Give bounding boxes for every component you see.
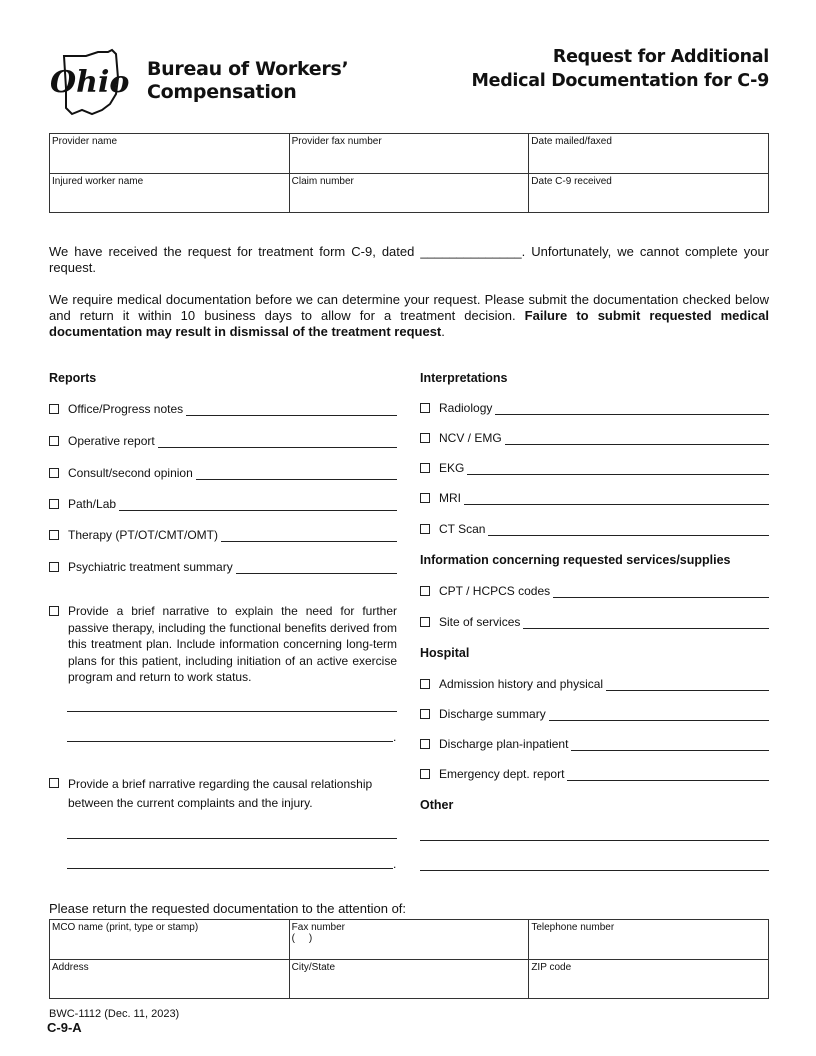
item-label: MRI (439, 491, 461, 505)
checkbox[interactable] (420, 403, 430, 413)
item-label: Operative report (68, 434, 155, 448)
narrative-2-text: Provide a brief narrative regarding the causal relationship between the current complaints and the injury. (68, 777, 373, 810)
city-state-field[interactable]: City/State (289, 959, 529, 999)
hospital-heading: Hospital (420, 646, 470, 660)
checkbox[interactable] (420, 617, 430, 627)
answer-line[interactable] (467, 464, 769, 475)
checklist-item-interp-0[interactable] (420, 400, 769, 415)
answer-line[interactable] (505, 434, 769, 445)
ohio-logo (46, 48, 134, 120)
fax-parens: ( ) (291, 933, 313, 944)
checklist-item-report-1[interactable] (49, 433, 397, 448)
answer-line[interactable] (571, 740, 769, 751)
item-label: Consult/second opinion (68, 466, 193, 480)
warning-text: Failure to submit requested medical documentation may result in dismissal of the treatment request (49, 308, 769, 339)
telephone-field[interactable]: Telephone number (529, 920, 769, 960)
answer-line[interactable] (67, 868, 393, 869)
checkbox[interactable] (49, 530, 59, 540)
answer-line[interactable] (567, 770, 769, 781)
checkbox[interactable] (420, 433, 430, 443)
period: . (393, 857, 397, 871)
answer-line[interactable] (221, 531, 397, 542)
item-label: CT Scan (439, 522, 486, 536)
fax-label: Fax number (291, 922, 346, 933)
item-label: Site of services (439, 615, 521, 629)
period: . (393, 730, 397, 744)
checklist-item-hospital-0[interactable] (420, 676, 769, 691)
item-label: Path/Lab (68, 497, 117, 511)
provider-info-table (49, 133, 769, 213)
answer-line[interactable] (67, 741, 393, 742)
other-heading: Other (420, 798, 454, 812)
checkbox[interactable] (420, 493, 430, 503)
checkbox[interactable] (420, 739, 430, 749)
narrative-1-text: Provide a brief narrative to explain the need for further passive therapy, including the functional benefits derived from this treatment plan. Include information concerning long-term plans for this patient, including initiation of an active exercise program and return to work status. (68, 604, 397, 684)
answer-line[interactable] (523, 618, 769, 629)
checkbox[interactable] (420, 463, 430, 473)
item-label: Radiology (439, 401, 493, 415)
checkbox[interactable] (420, 709, 430, 719)
form-id: BWC-1112 (Dec. 11, 2023) (49, 1008, 180, 1020)
item-label: NCV / EMG (439, 431, 502, 445)
fax-number-field[interactable] (289, 920, 529, 960)
checklist-item-report-5[interactable] (49, 559, 397, 574)
org-line2: Compensation (147, 81, 297, 103)
checklist-item-interp-4[interactable] (420, 521, 769, 536)
answer-line[interactable] (606, 680, 769, 691)
date-mailed-field[interactable]: Date mailed/faxed (529, 134, 769, 174)
return-table (49, 919, 769, 999)
org-line1: Bureau of Workers’ (147, 58, 349, 80)
return-label: Please return the requested documentation to the attention of: (49, 901, 407, 916)
provider-name-field[interactable]: Provider name (50, 134, 290, 174)
provider-fax-field[interactable]: Provider fax number (289, 134, 529, 174)
answer-line[interactable] (549, 710, 769, 721)
checklist-item-report-0[interactable] (49, 401, 397, 416)
item-label: EKG (439, 461, 465, 475)
org-name (147, 58, 348, 104)
item-label: Office/Progress notes (68, 402, 184, 416)
item-label: Emergency dept. report (439, 767, 565, 781)
checkbox[interactable] (49, 436, 59, 446)
checkbox[interactable] (49, 404, 59, 414)
checklist-item-service-1[interactable] (420, 614, 769, 629)
other-line[interactable] (420, 840, 769, 841)
checklist-item-report-2[interactable] (49, 465, 397, 480)
address-field[interactable]: Address (50, 959, 290, 999)
answer-line[interactable] (158, 437, 397, 448)
item-label: Discharge plan-inpatient (439, 737, 569, 751)
checkbox[interactable] (49, 468, 59, 478)
checklist-item-service-0[interactable] (420, 583, 769, 598)
item-label: CPT / HCPCS codes (439, 584, 551, 598)
title-line1: Request for Additional (552, 47, 769, 67)
checkbox[interactable] (420, 524, 430, 534)
checkbox[interactable] (420, 769, 430, 779)
intro-p2: We require medical documentation before we can determine your request. Please submit the documentation checked below and return it within 10 business days to allow for a treatment decision. (49, 292, 769, 323)
reports-heading: Reports (49, 371, 97, 385)
zip-code-field[interactable]: ZIP code (529, 959, 769, 999)
checklist-item-report-4[interactable] (49, 527, 397, 542)
checklist-item-hospital-3[interactable] (420, 766, 769, 781)
other-line[interactable] (420, 870, 769, 871)
answer-line[interactable] (464, 494, 769, 505)
checklist-item-interp-2[interactable] (420, 460, 769, 475)
services-heading: Information concerning requested services/supplies (420, 553, 731, 567)
item-label: Psychiatric treatment summary (68, 560, 233, 574)
checklist-item-interp-3[interactable] (420, 490, 769, 505)
answer-line[interactable] (186, 405, 397, 416)
interpretations-heading: Interpretations (420, 371, 508, 385)
answer-line[interactable] (553, 587, 769, 598)
answer-line[interactable] (67, 711, 397, 712)
answer-line[interactable] (488, 525, 769, 536)
item-label: Therapy (PT/OT/CMT/OMT) (68, 528, 218, 542)
injured-worker-field[interactable]: Injured worker name (50, 173, 290, 213)
checklist-item-hospital-1[interactable] (420, 706, 769, 721)
form-code: C-9-A (47, 1020, 82, 1035)
item-label: Admission history and physical (439, 677, 604, 691)
answer-line[interactable] (196, 469, 397, 480)
checkbox[interactable] (49, 778, 59, 788)
form-title (472, 45, 769, 93)
checkbox[interactable] (420, 586, 430, 596)
intro-paragraph-2 (49, 292, 769, 340)
svg-text:Ohio: Ohio (50, 65, 130, 100)
narrative-1 (49, 603, 397, 686)
date-c9-received-field[interactable]: Date C-9 received (529, 173, 769, 213)
intro-paragraph-1 (49, 244, 769, 276)
claim-number-field[interactable]: Claim number (289, 173, 529, 213)
answer-line[interactable] (236, 563, 397, 574)
answer-line[interactable] (495, 404, 769, 415)
checklist-item-hospital-2[interactable] (420, 736, 769, 751)
period: . (441, 324, 445, 339)
answer-line[interactable] (119, 500, 397, 511)
checkbox[interactable] (420, 679, 430, 689)
checkbox[interactable] (49, 606, 59, 616)
mco-name-field[interactable]: MCO name (print, type or stamp) (50, 920, 290, 960)
checklist-item-report-3[interactable] (49, 496, 397, 511)
answer-line[interactable] (67, 838, 397, 839)
checkbox[interactable] (49, 499, 59, 509)
item-label: Discharge summary (439, 707, 546, 721)
checkbox[interactable] (49, 562, 59, 572)
intro-text: We have received the request for treatment form C-9, dated (49, 244, 415, 259)
intro-text-2: . Unfortunately, we cannot complete your request. (49, 244, 769, 275)
narrative-2 (49, 775, 397, 813)
checklist-item-interp-1[interactable] (420, 430, 769, 445)
date-blank[interactable]: ______________ (420, 244, 522, 259)
title-line2: Medical Documentation for C-9 (471, 71, 769, 91)
